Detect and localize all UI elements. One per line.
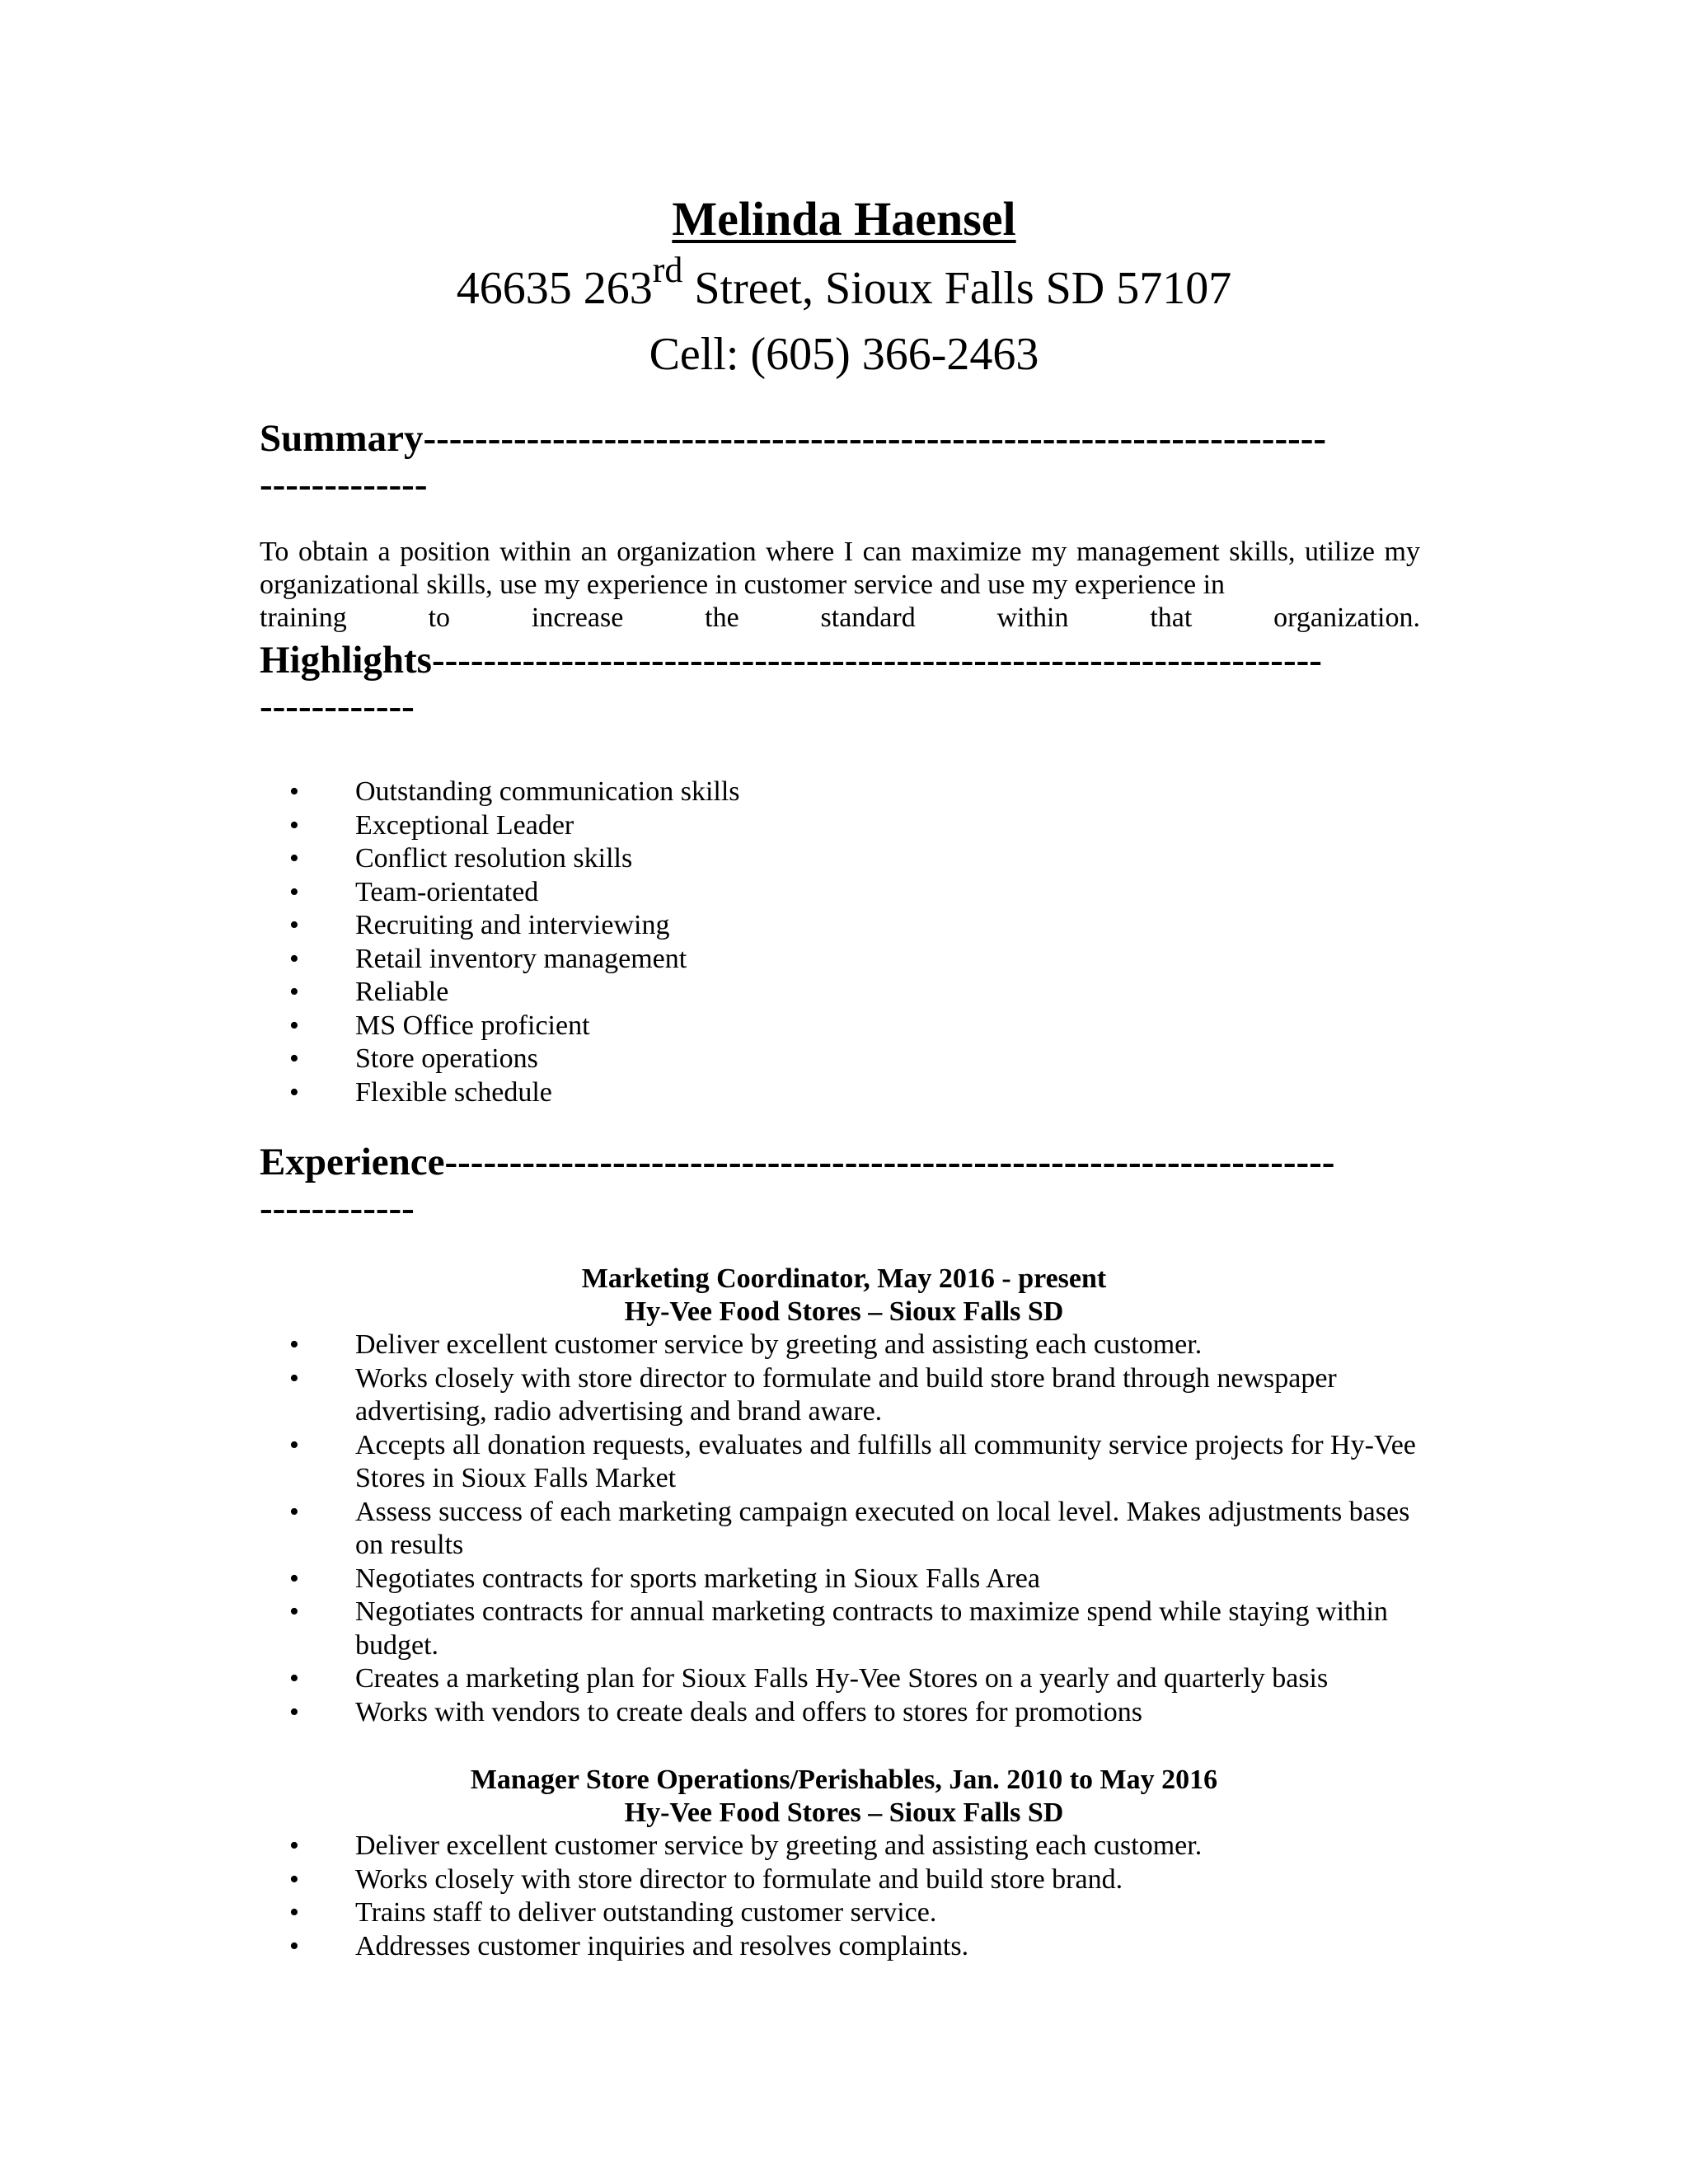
highlight-item: [260, 842, 1430, 876]
bullet-icon: •: [289, 977, 299, 1007]
highlight-text: Conflict resolution skills: [355, 843, 633, 874]
bullet-icon: •: [289, 1930, 299, 1961]
job-2-duty-text: Addresses customer inquiries and resolves complaints.: [355, 1930, 969, 1961]
job-2-duty-item: [260, 1830, 1430, 1863]
job-1-employer: Hy-Vee Food Stores – Sioux Falls SD: [624, 1296, 1064, 1327]
bullet-icon: •: [289, 809, 299, 841]
candidate-name: Melinda Haensel: [672, 192, 1016, 246]
job-2-duty-item: [260, 1863, 1430, 1897]
highlight-item: [260, 976, 1430, 1010]
summary-text: [260, 536, 1420, 635]
highlight-text: MS Office proficient: [355, 1010, 590, 1041]
bullet-icon: •: [289, 1043, 299, 1074]
job-2-duty-text: Works closely with store director to formulate and build store brand.: [355, 1863, 1123, 1895]
highlight-item: [260, 943, 1430, 977]
highlights-heading: [260, 637, 1430, 729]
highlight-text: Outstanding communication skills: [355, 776, 740, 807]
bullet-icon: •: [289, 1362, 299, 1394]
highlight-text: Recruiting and interviewing: [355, 910, 670, 940]
job-1-duty-item: [260, 1696, 1430, 1730]
experience-title: Experience: [260, 1141, 445, 1183]
job-1-duty-text: Works with vendors to create deals and offers to stores for promotions: [355, 1696, 1143, 1727]
bullet-icon: •: [289, 943, 299, 974]
highlight-item: [260, 1043, 1430, 1076]
job-2-employer: Hy-Vee Food Stores – Sioux Falls SD: [624, 1797, 1064, 1828]
bullet-icon: •: [289, 1663, 299, 1694]
job-1-duty-text: Deliver excellent customer service by greeting and assisting each customer.: [355, 1329, 1203, 1360]
summary-text-last: training to increase the standard within that organization.: [260, 602, 1420, 633]
bullet-icon: •: [289, 1076, 299, 1108]
bullet-icon: •: [289, 876, 299, 907]
bullet-icon: •: [289, 1897, 299, 1928]
cell-phone: Cell: (605) 366-2463: [649, 329, 1039, 380]
bullet-icon: •: [289, 776, 299, 807]
bullet-icon: •: [289, 1563, 299, 1594]
bullet-icon: •: [289, 1830, 299, 1861]
highlights-title: Highlights: [260, 639, 432, 682]
address-line: [0, 250, 1688, 315]
bullet-icon: •: [289, 1863, 299, 1895]
job-2-duties: [260, 1830, 1430, 1963]
experience-rule-continued: ------------: [260, 1187, 415, 1230]
highlight-item: [260, 776, 1430, 809]
summary-heading: [260, 415, 1430, 508]
bullet-icon: •: [289, 1596, 299, 1627]
job-1-duty-text: Creates a marketing plan for Sioux Falls Hy-Vee Stores on a yearly and quarterly basis: [355, 1663, 1329, 1694]
job-1-duty-text: Negotiates contracts for annual marketing contracts to maximize spend while staying within budget.: [355, 1596, 1388, 1661]
job-1-duties: [260, 1329, 1430, 1729]
job-2-title: Manager Store Operations/Perishables, Jan. 2010 to May 2016: [470, 1765, 1218, 1795]
job-2-duty-text: Trains staff to deliver outstanding customer service.: [355, 1897, 937, 1928]
address-number: 46635 263: [456, 263, 653, 314]
summary-rule: ----------------------------------------------------------------------: [423, 417, 1327, 460]
job-2-duty-text: Deliver excellent customer service by greeting and assisting each customer.: [355, 1830, 1203, 1861]
bullet-icon: •: [289, 843, 299, 874]
highlight-text: Flexible schedule: [355, 1076, 552, 1108]
bullet-icon: •: [289, 910, 299, 940]
summary-text-main: To obtain a position within an organization where I can maximize my management skills, utilize my organizational skills, use my experience in customer service and use my experience in: [260, 537, 1420, 600]
bullet-icon: •: [289, 1429, 299, 1460]
address-suffix: rd: [652, 250, 683, 290]
highlights-list: [260, 776, 1430, 1109]
bullet-icon: •: [289, 1496, 299, 1527]
experience-rule: ---------------------------------------------------------------------: [444, 1141, 1335, 1183]
highlight-text: Reliable: [355, 977, 449, 1007]
highlight-text: Retail inventory management: [355, 943, 687, 974]
job-1-duty-item: [260, 1596, 1430, 1662]
job-1-duty-item: [260, 1329, 1430, 1362]
highlights-rule: ---------------------------------------------------------------------: [431, 639, 1322, 682]
job-1-duty-text: Assess success of each marketing campaign executed on local level. Makes adjustments bases on results: [355, 1496, 1410, 1560]
highlight-text: Store operations: [355, 1043, 538, 1074]
highlights-rule-continued: ------------: [260, 685, 415, 728]
highlight-text: Exceptional Leader: [355, 809, 574, 841]
summary-title: Summary: [260, 417, 424, 460]
highlight-item: [260, 1010, 1430, 1043]
job-1-duty-text: Accepts all donation requests, evaluates and fulfills all community service projects for Hy-Vee Stores in Sioux Falls Market: [355, 1429, 1416, 1493]
job-2-duty-item: [260, 1896, 1430, 1930]
bullet-icon: •: [289, 1329, 299, 1360]
job-1-duty-item: [260, 1563, 1430, 1596]
address-street: Street, Sioux Falls SD 57107: [682, 263, 1232, 314]
bullet-icon: •: [289, 1696, 299, 1727]
job-1-duty-item: [260, 1662, 1430, 1696]
highlight-text: Team-orientated: [355, 876, 539, 907]
highlight-item: [260, 1076, 1430, 1110]
summary-rule-continued: -------------: [260, 463, 428, 506]
job-1-duty-item: [260, 1496, 1430, 1563]
bullet-icon: •: [289, 1010, 299, 1041]
job-1-title: Marketing Coordinator, May 2016 - present: [581, 1263, 1107, 1294]
job-1-duty-text: Works closely with store director to formulate and build store brand through newspaper advertising, radio advertising and brand aware.: [355, 1362, 1337, 1427]
experience-heading: [260, 1139, 1430, 1231]
job-2-duty-item: [260, 1930, 1430, 1964]
job-1-duty-item: [260, 1429, 1430, 1496]
highlight-item: [260, 876, 1430, 910]
highlight-item: [260, 809, 1430, 843]
job-1-duty-item: [260, 1362, 1430, 1429]
job-1-duty-text: Negotiates contracts for sports marketing in Sioux Falls Area: [355, 1563, 1040, 1594]
highlight-item: [260, 909, 1430, 943]
